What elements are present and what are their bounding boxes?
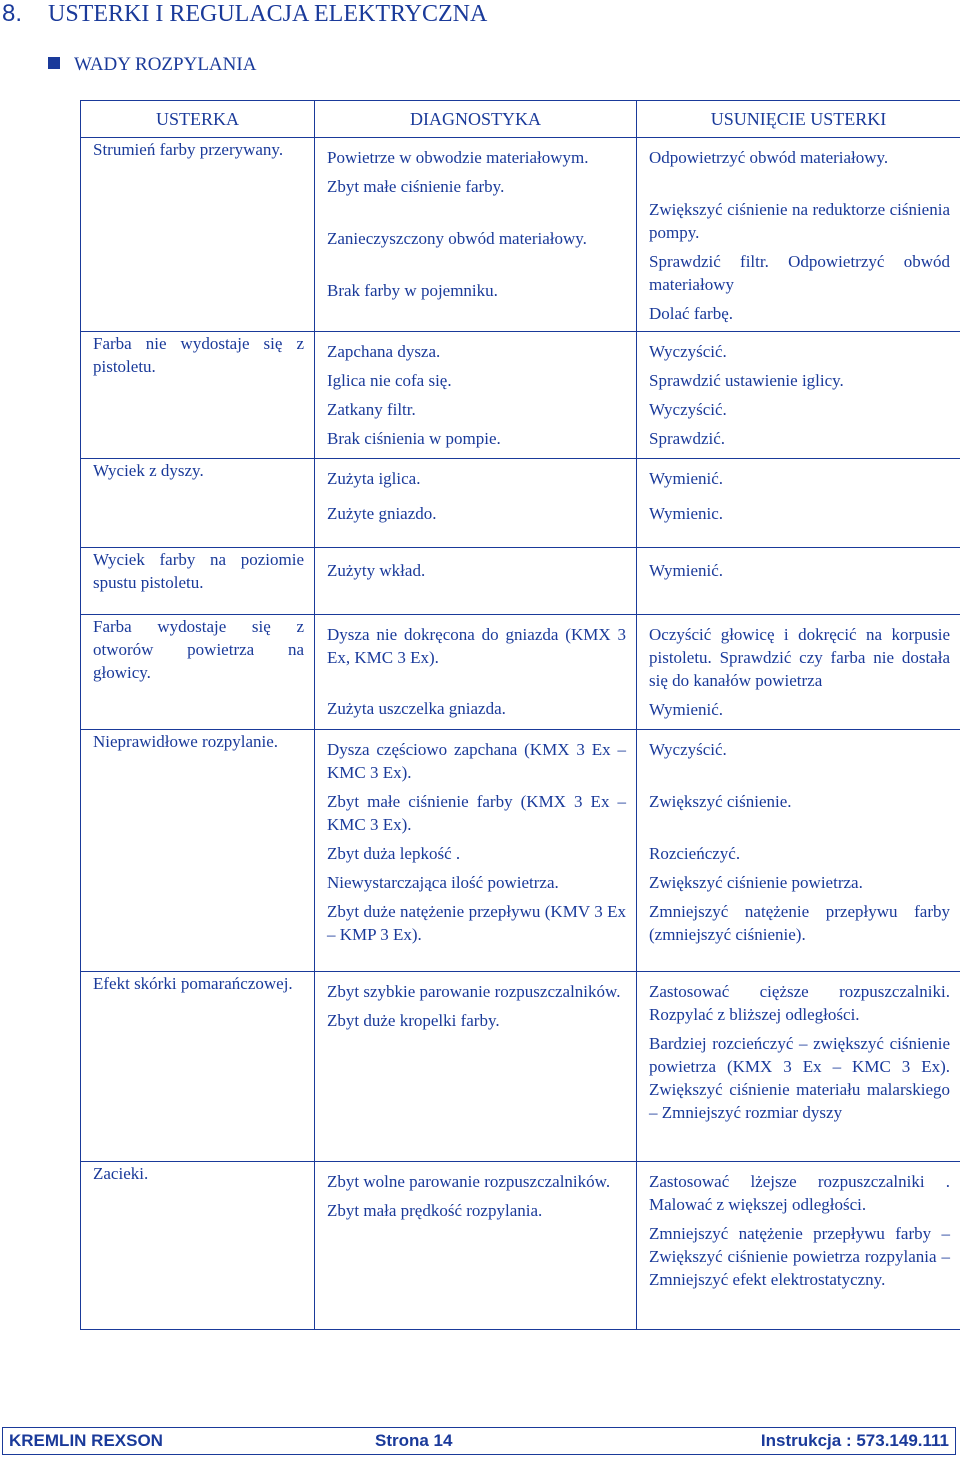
diagnosis-item: Powietrze w obwodzie materiałowym. <box>327 148 589 167</box>
diagnosis-item: Zanieczyszczony obwód materiałowy. <box>327 229 587 248</box>
header-fault: USTERKA <box>81 101 315 138</box>
header-remedy: USUNIĘCIE USTERKI <box>637 101 960 138</box>
diagnosis-item: Zatkany filtr. <box>327 400 416 419</box>
remedy-cell <box>637 548 960 615</box>
remedy-item: Sprawdzić filtr. Odpowietrzyć obwód materiałowy <box>649 252 950 294</box>
remedy-item: Zmniejszyć natężenie przepływu farby – Zwiększyć ciśnienie powietrza rozpylania – Zmniejszyć efekt elektrostatyczny. <box>649 1224 950 1289</box>
diagnosis-item: Dysza częściowo zapchana (KMX 3 Ex – KMC 3 Ex). <box>327 740 626 782</box>
diagnosis-item: Zbyt duże kropelki farby. <box>327 1011 500 1030</box>
diagnosis-cell <box>315 332 637 459</box>
remedy-item: Zastosować cięższe rozpuszczalniki. Rozpylać z bliższej odległości. <box>649 982 950 1024</box>
remedy-item: Zastosować lżejsze rozpuszczalniki . Malować z większej odległości. <box>649 1172 950 1214</box>
remedy-item: Oczyścić głowicę i dokręcić na korpusie pistoletu. Sprawdzić czy farba nie dostała się do kanałów powietrza <box>649 625 950 690</box>
table-header-row <box>81 101 960 138</box>
table-row <box>81 1162 960 1330</box>
diagnosis-item: Iglica nie cofa się. <box>327 371 452 390</box>
footer-manual-number: Instrukcja : 573.149.111 <box>760 1431 949 1450</box>
subsection-title: WADY ROZPYLANIA <box>74 54 257 75</box>
diagnosis-item: Brak farby w pojemniku. <box>327 281 498 300</box>
table-row <box>81 972 960 1162</box>
remedy-cell <box>637 1162 960 1330</box>
diagnosis-item: Zużyty wkład. <box>327 561 426 580</box>
diagnosis-item: Zbyt wolne parowanie rozpuszczalników. <box>327 1172 611 1191</box>
fault-cell: Zacieki. <box>81 1162 315 1330</box>
diagnosis-item: Zbyt małe ciśnienie farby. <box>327 177 505 196</box>
fault-cell: Farba nie wydostaje się z pistoletu. <box>81 332 315 459</box>
remedy-item: Zwiększyć ciśnienie na reduktorze ciśnienia pompy. <box>649 200 950 242</box>
diagnosis-item: Zużyta uszczelka gniazda. <box>327 699 506 718</box>
page-footer <box>2 1427 956 1455</box>
diagnosis-item: Zużyte gniazdo. <box>327 504 437 523</box>
fault-cell: Nieprawidłowe rozpylanie. <box>81 730 315 972</box>
remedy-item: Zmniejszyć natężenie przepływu farby (zmniejszyć ciśnienie). <box>649 902 950 944</box>
remedy-cell <box>637 138 960 332</box>
diagnosis-cell <box>315 459 637 548</box>
remedy-cell <box>637 730 960 972</box>
diagnosis-item: Dysza nie dokręcona do gniazda (KMX 3 Ex, KMC 3 Ex). <box>327 625 626 667</box>
table-row <box>81 730 960 972</box>
diagnosis-item: Zbyt duża lepkość . <box>327 844 461 863</box>
fault-table <box>80 100 960 1330</box>
fault-cell: Farba wydostaje się z otworów powietrza na głowicy. <box>81 615 315 730</box>
remedy-item: Wymienić. <box>649 700 724 719</box>
remedy-item: Wyczyścić. <box>649 400 727 419</box>
fault-cell: Wyciek farby na poziomie spustu pistoletu. <box>81 548 315 615</box>
diagnosis-item: Zużyta iglica. <box>327 469 421 488</box>
section-title: USTERKI I REGULACJA ELEKTRYCZNA <box>48 1 488 27</box>
diagnosis-cell <box>315 972 637 1162</box>
remedy-cell <box>637 972 960 1162</box>
remedy-item: Zwiększyć ciśnienie. <box>649 792 792 811</box>
table-row <box>81 615 960 730</box>
remedy-item: Dolać farbę. <box>649 304 734 323</box>
remedy-item: Zwiększyć ciśnienie powietrza. <box>649 873 863 892</box>
diagnosis-cell <box>315 615 637 730</box>
diagnosis-item: Zbyt mała prędkość rozpylania. <box>327 1201 543 1220</box>
subsection-heading <box>48 54 256 76</box>
remedy-item: Wymienic. <box>649 504 724 523</box>
table-row <box>81 459 960 548</box>
remedy-item: Odpowietrzyć obwód materiałowy. <box>649 148 889 167</box>
diagnosis-cell <box>315 1162 637 1330</box>
remedy-item: Wymienić. <box>649 469 724 488</box>
table-row <box>81 548 960 615</box>
footer-brand: KREMLIN REXSON <box>9 1431 163 1450</box>
remedy-item: Wyczyścić. <box>649 740 727 759</box>
diagnosis-cell <box>315 548 637 615</box>
remedy-cell <box>637 615 960 730</box>
diagnosis-item: Zbyt małe ciśnienie farby (KMX 3 Ex – KMC 3 Ex). <box>327 792 626 834</box>
fault-cell: Wyciek z dyszy. <box>81 459 315 548</box>
section-number: 8. <box>2 0 23 27</box>
table-row <box>81 332 960 459</box>
diagnosis-cell <box>315 730 637 972</box>
footer-page-number: Strona 14 <box>375 1431 453 1450</box>
diagnosis-item: Brak ciśnienia w pompie. <box>327 429 501 448</box>
remedy-item: Wyczyścić. <box>649 342 727 361</box>
remedy-cell <box>637 332 960 459</box>
remedy-item: Sprawdzić ustawienie iglicy. <box>649 371 844 390</box>
remedy-item: Rozcieńczyć. <box>649 844 741 863</box>
diagnosis-item: Zbyt duże natężenie przepływu (KMV 3 Ex – KMP 3 Ex). <box>327 902 626 944</box>
diagnosis-item: Zapchana dysza. <box>327 342 441 361</box>
fault-cell: Strumień farby przerywany. <box>81 138 315 332</box>
remedy-cell <box>637 459 960 548</box>
header-diagnosis: DIAGNOSTYKA <box>315 101 637 138</box>
fault-cell: Efekt skórki pomarańczowej. <box>81 972 315 1162</box>
diagnosis-item: Niewystarczająca ilość powietrza. <box>327 873 559 892</box>
table-row <box>81 138 960 332</box>
remedy-item: Sprawdzić. <box>649 429 726 448</box>
diagnosis-cell <box>315 138 637 332</box>
remedy-item: Bardziej rozcieńczyć – zwiększyć ciśnienie powietrza (KMX 3 Ex – KMC 3 Ex). Zwiększyć ciśnienie materiału malarskiego – Zmniejszyć rozmiar dyszy <box>649 1034 950 1122</box>
remedy-item: Wymienić. <box>649 561 724 580</box>
square-bullet-icon <box>48 57 60 69</box>
diagnosis-item: Zbyt szybkie parowanie rozpuszczalników. <box>327 982 621 1001</box>
